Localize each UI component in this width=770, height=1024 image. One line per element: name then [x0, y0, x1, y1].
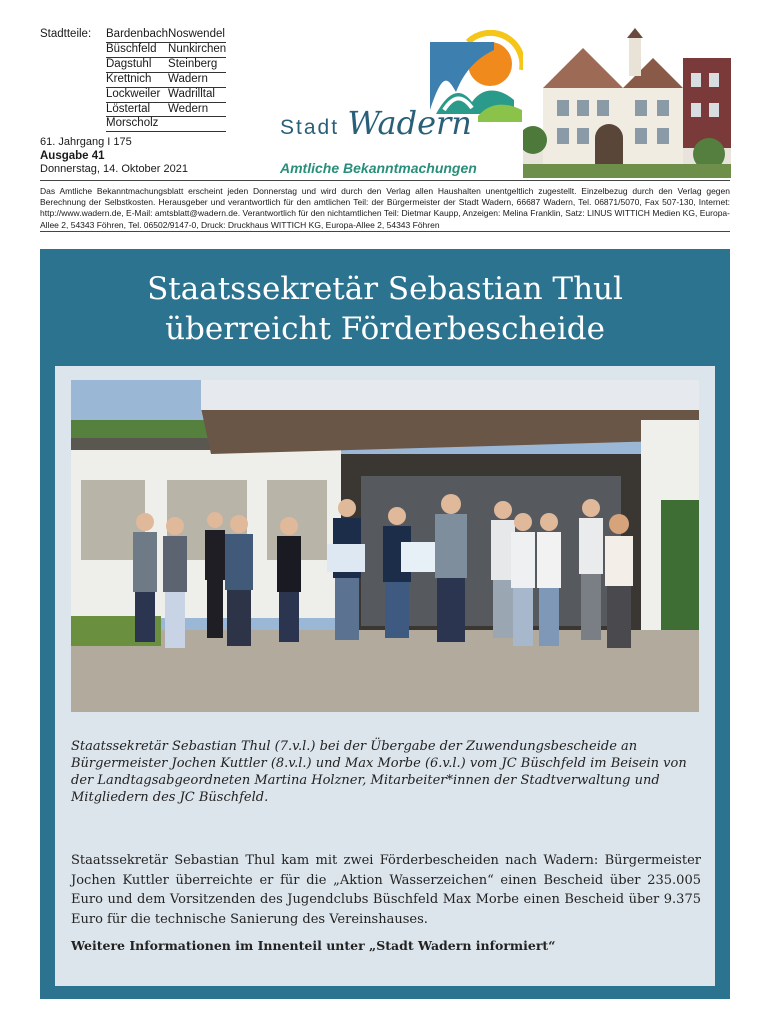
issue-number: Ausgabe 41: [40, 149, 105, 162]
districts-label: Stadtteile:: [40, 28, 92, 40]
publication-subtitle: Amtliche Bekanntmachungen: [280, 160, 477, 176]
impressum-rule-bottom: [40, 231, 730, 232]
district-item: Nunkirchen: [168, 42, 226, 57]
district-item: Wadrilltal: [168, 87, 226, 102]
group-photo: [71, 380, 699, 712]
district-item: Noswendel: [168, 28, 226, 42]
logo-wadern: Wadern: [347, 104, 472, 142]
district-item: [168, 117, 226, 132]
district-item: Lockweiler: [106, 87, 168, 102]
feature-content-box: [55, 366, 715, 986]
logo-wordmark: [280, 104, 472, 142]
headline-line-2: überreicht Förderbescheide: [165, 311, 605, 347]
logo-stadt: Stadt: [280, 116, 340, 139]
impressum-rule-top: [40, 180, 730, 181]
headline-line-1: Staatssekretär Sebastian Thul: [147, 271, 623, 307]
district-item: Dagstuhl: [106, 57, 168, 72]
volume-info: 61. Jahrgang I 175: [40, 136, 132, 148]
article-body: Staatssekretär Sebastian Thul kam mit zwei Förderbescheiden nach Wadern: Bürgermeister Jochen Kuttler überreichte er für die „Aktion Wasserzeichen“ einen Bescheid über 235.005 Euro und dem Vorsitzenden des Jugendclubs Büschfeld Max Morbe einen Bescheid über 9.375 Euro für die technische Sanierung des Vereinshauses.: [71, 853, 701, 927]
district-item: Bardenbach: [106, 28, 168, 42]
district-item: Löstertal: [106, 102, 168, 117]
feature-headline: [40, 269, 730, 349]
more-info-note: Weitere Informationen im Innenteil unter „Stadt Wadern informiert“: [71, 938, 556, 953]
district-item: Büschfeld: [106, 42, 168, 57]
photo-caption: Staatssekretär Sebastian Thul (7.v.l.) bei der Übergabe der Zuwendungsbescheide an Bürgermeister Jochen Kuttler (8.v.l.) und Max Morbe (6.v.l.) vom JC Büschfeld im Beisein von der Landtagsabgeordneten Martina Holzner, Mitarbeiter*innen der Stadtverwaltung und Mitgliedern des JC Büschfeld.: [71, 739, 687, 805]
district-item: Steinberg: [168, 57, 226, 72]
district-item: Krettnich: [106, 72, 168, 87]
issue-date: Donnerstag, 14. Oktober 2021: [40, 163, 188, 175]
district-item: Wedern: [168, 102, 226, 117]
issue-meta: [40, 136, 188, 177]
feature-panel: [40, 249, 730, 999]
district-item: Wadern: [168, 72, 226, 87]
town-hall-photo: [523, 28, 731, 178]
district-item: Morscholz: [106, 117, 168, 132]
districts-table: [106, 28, 226, 132]
impressum-text: Das Amtliche Bekanntmachungsblatt erscheint jeden Donnerstag und wird durch den Verlag allen Haushalten unentgeltlich zugestellt. Einzelbezug durch den Verlag gegen Berechnung der Selbstkosten. Herausgeber und verantwortlich für den amtlichen Teil: der Bürgermeister der Stadt Wadern, 66687 Wadern, Tel. 06871/5070, Fax 507-130, Internet: http://www.wadern.de, E-Mail: amtsblatt@wadern.de. Verantwortlich für den nichtamtlichen Teil: Dietmar Kaupp, Anzeigen: Melina Franklin, Satz: LINUS WITTICH Medien KG, Europa-Allee 2, 54343 Föhren, Tel. 06502/9147-0, Druck: Druckhaus WITTICH KG, Europa-Allee 2, 54343 Föhren: [40, 186, 730, 230]
